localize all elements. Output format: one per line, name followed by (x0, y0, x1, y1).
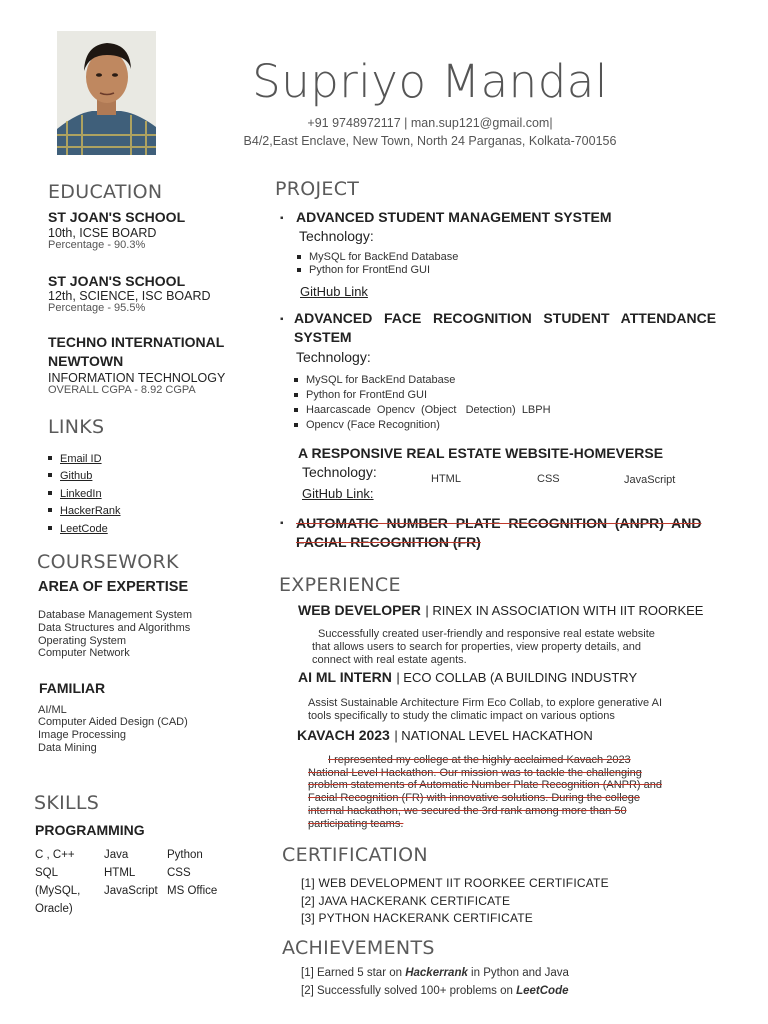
college-score: OVERALL CGPA - 8.92 CGPA (48, 384, 196, 396)
skill-item: HTML (104, 867, 136, 879)
experience-line: participating teams. (308, 817, 404, 830)
project-title-line1: AUTOMATIC NUMBER PLATE RECOGNITION (ANPR) AND (296, 515, 702, 531)
experience-line: National Level Hackathon. Our mission was to tackle the challenging (308, 766, 642, 779)
experience-entry-heading (297, 727, 593, 745)
skill-item: (MySQL, (35, 885, 81, 897)
experience-line: I represented my college at the highly acclaimed Kavach 2023 (328, 754, 631, 766)
college-name-line2: NEWTOWN (48, 353, 124, 369)
familiar-item: Image Processing (38, 729, 127, 741)
tech-item: CSS (537, 473, 560, 485)
college-detail: INFORMATION TECHNOLOGY (48, 371, 226, 385)
experience-role: KAVACH 2023 (297, 727, 390, 743)
experience-entry-heading (298, 602, 703, 620)
candidate-name: Supriyo Mandal (252, 55, 608, 108)
experience-description (308, 754, 715, 830)
tech-item: MySQL for BackEnd Database (297, 251, 458, 263)
bullet-icon (48, 456, 52, 460)
profile-photo-image (57, 31, 156, 155)
address-line: B4/2,East Enclave, New Town, North 24 Parganas, Kolkata-700156 (243, 134, 617, 148)
familiar-item: AI/ML (38, 704, 67, 716)
tech-item: JavaScript (624, 474, 676, 486)
certificate-item: [2] JAVA HACKERANK CERTIFICATE (301, 894, 511, 908)
experience-org: | ECO COLLAB (A BUILDING INDUSTRY (396, 670, 638, 685)
experience-line: problem statements of Automatic Number Plate Recognition (ANPR) and (308, 779, 662, 792)
bullet-icon: ▪ (280, 213, 284, 224)
familiar-item: Computer Aided Design (CAD) (38, 716, 188, 728)
experience-role: AI ML INTERN (298, 669, 392, 685)
experience-line: Assist Sustainable Architecture Firm Eco Collab, to explore generative AI (308, 697, 663, 709)
expertise-item: Operating System (38, 635, 127, 647)
school-score: Percentage - 95.5% (48, 302, 146, 314)
skill-item: Oracle) (35, 903, 73, 915)
bullet-icon (297, 255, 301, 259)
experience-entry-heading (298, 669, 637, 687)
tech-item: MySQL for BackEnd Database (294, 374, 455, 386)
college-name-line1: TECHNO INTERNATIONAL (48, 334, 225, 350)
expertise-heading: AREA OF EXPERTISE (38, 579, 189, 595)
experience-line: that allows users to search for properties, view property details, and (312, 641, 641, 653)
experience-line: tools specifically to study the climatic impact on various options (308, 710, 615, 722)
experience-heading: EXPERIENCE (279, 574, 401, 596)
achievements-heading: ACHIEVEMENTS (282, 937, 435, 959)
achievement-item: [2] Successfully solved 100+ problems on LeetCode (301, 985, 569, 997)
achievement-item: [1] Earned 5 star on Hackerrank in Python and Java (301, 967, 569, 979)
coursework-heading: COURSEWORK (37, 551, 179, 573)
skills-heading: SKILLS (34, 792, 100, 814)
experience-org: | RINEX IN ASSOCIATION WITH IIT ROORKEE (425, 603, 704, 618)
bullet-icon (294, 423, 298, 427)
experience-line: connect with real estate agents. (312, 654, 467, 666)
certificate-item: [3] PYTHON HACKERANK CERTIFICATE (301, 911, 533, 925)
project-title-line2: FACIAL RECOGNITION (FR) (296, 534, 481, 550)
school-detail: 12th, SCIENCE, ISC BOARD (48, 289, 211, 303)
tech-label: Technology: (296, 349, 371, 365)
github-link[interactable]: Github (60, 470, 93, 482)
tech-item: Python for FrontEnd GUI (297, 264, 430, 276)
links-heading: LINKS (48, 416, 105, 438)
link-item[interactable] (48, 501, 121, 519)
education-heading: EDUCATION (48, 181, 163, 203)
tech-item: HTML (431, 473, 461, 485)
experience-role: WEB DEVELOPER (298, 602, 421, 618)
experience-description (312, 628, 719, 667)
bullet-icon (48, 526, 52, 530)
experience-line: Facial Recognition (FR) with innovative solutions. During the college (308, 792, 640, 805)
project-title: ADVANCED STUDENT MANAGEMENT SYSTEM (296, 209, 612, 225)
school-detail: 10th, ICSE BOARD (48, 226, 157, 240)
tech-item: Haarcascade Opencv (Object Detection) LBPH (294, 404, 551, 416)
bullet-icon (48, 508, 52, 512)
email-link[interactable]: Email ID (60, 453, 102, 465)
link-item[interactable] (48, 519, 108, 537)
certificate-item: [1] WEB DEVELOPMENT IIT ROORKEE CERTIFICATE (301, 876, 609, 890)
bullet-icon (294, 393, 298, 397)
skill-item: MS Office (167, 885, 218, 897)
linkedin-link[interactable]: LinkedIn (60, 488, 102, 500)
experience-line: internal hackathon, we secured the 3rd rank among more than 50 (308, 804, 627, 817)
school-name: ST JOAN'S SCHOOL (48, 273, 186, 289)
bullet-icon: ▪ (280, 314, 284, 325)
bullet-icon (48, 473, 52, 477)
expertise-item: Data Structures and Algorithms (38, 622, 191, 634)
bullet-icon (48, 491, 52, 495)
expertise-item: Computer Network (38, 647, 130, 659)
tech-label: Technology: (299, 228, 374, 244)
experience-description (308, 697, 728, 723)
bullet-icon (297, 268, 301, 272)
bullet-icon (294, 408, 298, 412)
link-item[interactable] (48, 449, 102, 467)
skill-item: CSS (167, 867, 191, 879)
tech-label: Technology: (302, 464, 377, 480)
bullet-icon (294, 378, 298, 382)
project-heading: PROJECT (275, 178, 360, 200)
expertise-item: Database Management System (38, 609, 193, 621)
project-title: A RESPONSIVE REAL ESTATE WEBSITE-HOMEVERSE (298, 445, 664, 461)
github-link[interactable]: GitHub Link: (302, 486, 374, 501)
experience-org: | NATIONAL LEVEL HACKATHON (394, 728, 593, 743)
tech-item: Python for FrontEnd GUI (294, 389, 427, 401)
project-title-line1: ADVANCED FACE RECOGNITION STUDENT ATTENDANCE (294, 310, 717, 326)
school-name: ST JOAN'S SCHOOL (48, 209, 186, 225)
link-item[interactable] (48, 484, 102, 502)
hackerrank-link[interactable]: HackerRank (60, 505, 121, 517)
leetcode-link[interactable]: LeetCode (60, 523, 108, 535)
tech-item: Opencv (Face Recognition) (294, 419, 440, 431)
skill-item: JavaScript (104, 885, 158, 897)
school-score: Percentage - 90.3% (48, 239, 146, 251)
github-link[interactable]: GitHub Link (300, 284, 368, 299)
skill-item: Python (167, 849, 203, 861)
programming-heading: PROGRAMMING (35, 822, 145, 838)
familiar-item: Data Mining (38, 742, 97, 754)
contact-line: +91 9748972117 | man.sup121@gmail.com| (307, 116, 553, 130)
project-title-line2: SYSTEM (294, 329, 352, 345)
experience-line: Successfully created user-friendly and responsive real estate website (318, 628, 655, 640)
certification-heading: CERTIFICATION (282, 844, 428, 866)
familiar-heading: FAMILIAR (39, 680, 106, 696)
bullet-icon: ▪ (280, 518, 284, 529)
profile-photo (57, 31, 156, 155)
link-item[interactable] (48, 466, 92, 484)
skill-item: Java (104, 849, 129, 861)
skill-item: C , C++ (35, 849, 75, 861)
skill-item: SQL (35, 867, 59, 879)
